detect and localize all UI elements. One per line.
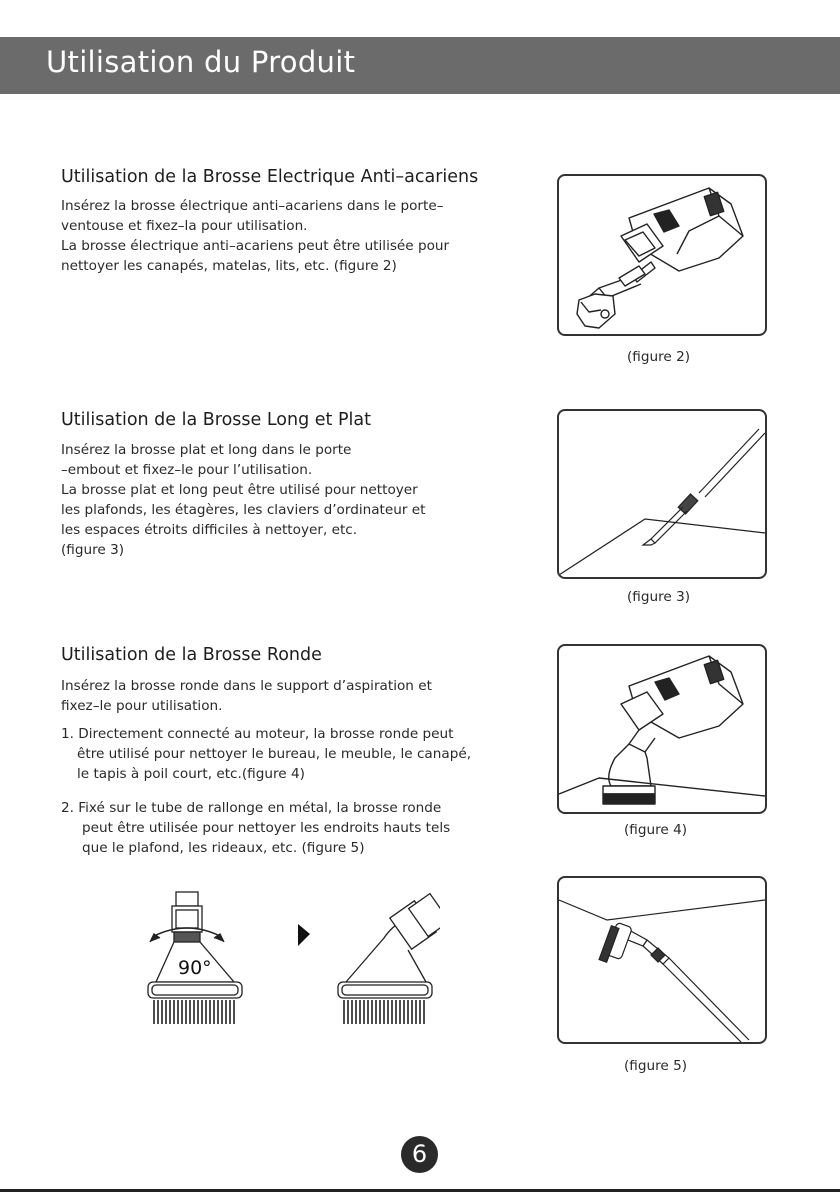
page-title: Utilisation du Produit	[46, 45, 356, 79]
section-text-ronde	[61, 676, 432, 716]
figure-2-illustration	[557, 174, 767, 336]
text-line: –embout et fixez–le pour l’utilisation.	[61, 462, 313, 478]
text-line: fixez–le pour utilisation.	[61, 698, 223, 714]
section-title-ronde: Utilisation de la Brosse Ronde	[61, 645, 322, 665]
text-line: 2. Fixé sur le tube de rallonge en métal, la brosse ronde	[61, 800, 442, 816]
header-bar	[0, 37, 840, 94]
figure-2-caption: (figure 2)	[627, 349, 691, 365]
text-line: peut être utilisée pour nettoyer les endroits hauts tels	[82, 820, 451, 836]
figure-5-caption: (figure 5)	[624, 1058, 688, 1074]
figure-3-caption: (figure 3)	[627, 589, 691, 605]
figure-5-illustration	[557, 876, 767, 1044]
section-text-long-plat	[61, 440, 425, 560]
text-line: Insérez la brosse plat et long dans le porte	[61, 442, 352, 458]
text-line: ventouse et fixez–la pour utilisation.	[61, 218, 308, 234]
section-title-anti-acariens: Utilisation de la Brosse Electrique Anti–acariens	[61, 167, 479, 187]
text-line: le tapis à poil court, etc.(figure 4)	[77, 766, 305, 782]
text-line: La brosse électrique anti–acariens peut être utilisée pour	[61, 238, 450, 254]
text-line: Insérez la brosse électrique anti–acariens dans le porte–	[61, 198, 444, 214]
text-line: que le plafond, les rideaux, etc. (figure 5)	[82, 840, 365, 856]
section-title-long-plat: Utilisation de la Brosse Long et Plat	[61, 410, 371, 430]
text-line: 1. Directement connecté au moteur, la brosse ronde peut	[61, 726, 454, 742]
text-line: les plafonds, les étagères, les claviers d’ordinateur et	[61, 502, 426, 518]
text-line: les espaces étroits difficiles à nettoyer, etc.	[61, 522, 358, 538]
page-number: 6	[401, 1136, 438, 1173]
text-line: (figure 3)	[61, 542, 125, 558]
rotation-angle-label: 90°	[178, 957, 212, 979]
text-line: nettoyer les canapés, matelas, lits, etc. (figure 2)	[61, 258, 397, 274]
figure-4-caption: (figure 4)	[624, 822, 688, 838]
text-line: être utilisé pour nettoyer le bureau, le meuble, le canapé,	[77, 746, 472, 762]
list-item-2	[61, 798, 450, 858]
figure-3-illustration	[557, 409, 767, 579]
round-brush-rotation-illustration	[140, 890, 440, 1030]
figure-4-illustration	[557, 644, 767, 814]
text-line: La brosse plat et long peut être utilisé pour nettoyer	[61, 482, 418, 498]
list-item-1	[61, 724, 471, 784]
text-line: Insérez la brosse ronde dans le support d’aspiration et	[61, 678, 432, 694]
section-text-anti-acariens	[61, 196, 449, 276]
